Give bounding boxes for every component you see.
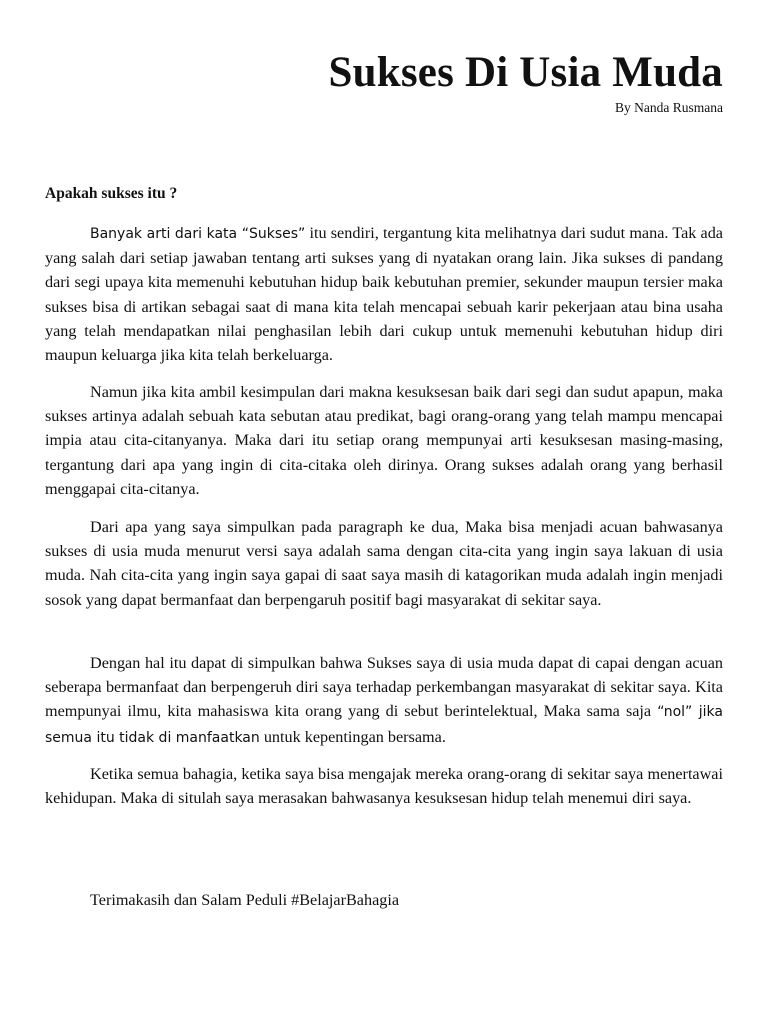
paragraph-1-rest: itu sendiri, tergantung kita melihatnya dari sudut mana. Tak ada yang salah dari setiap jawaban tentang arti sukses yang di nyatakan orang lain. Jika sukses di pandang dari segi upaya kita memenuhi kebutuhan hidup baik kebutuhan premier, sekunder maupun tersier maka sukses bisa di artikan sebagai saat di mana kita telah mencapai sebuah karir pekerjaan atau bina usaha yang telah mendapatkan nilai penghasilan lebih dari cukup untuk memenuhi kebutuhan hidup diri maupun keluarga jika kita telah berkeluarga. [45,224,723,365]
paragraph-2: Namun jika kita ambil kesimpulan dari makna kesuksesan baik dari segi dan sudut apapun, maka sukses artinya adalah sebuah kata sebutan atau predikat, bagi orang-orang yang telah mampu mencapai impia atau cita-citanyanya. Maka dari itu setiap orang mempunyai arti kesuksesan masing-masing, tergantung dari apa yang ingin di cita-citaka oleh dirinya. Orang sukses adalah orang yang berhasil menggapai cita-citanya. [45,383,723,498]
paragraph-4-before: Dengan hal itu dapat di simpulkan bahwa Sukses saya di usia muda dapat di capai dengan acuan seberapa bermanfaat dan berpengeruh diri saya terhadap perkembangan masyarakat di sekitar saya. Kita mempunyai ilmu, kita mahasiswa kita orang yang di sebut berintelektual, Maka sama saja [45,654,723,721]
paragraph-1-lead: Banyak arti dari kata “Sukses” [90,226,306,242]
paragraph-5: Ketika semua bahagia, ketika saya bisa mengajak mereka orang-orang di sekitar saya menertawai kehidupan. Maka di situlah saya merasakan bahwasanya kesuksesan hidup telah menemui diri saya. [45,765,723,808]
section-heading: Apakah sukses itu ? [45,185,178,202]
document-page [45,0,723,1024]
closing-line: Terimakasih dan Salam Peduli #BelajarBahagia [90,891,400,909]
paragraph-3: Dari apa yang saya simpulkan pada paragraph ke dua, Maka bisa menjadi acuan bahwasanya sukses di usia muda menurut versi saya adalah sama dengan cita-cita yang ingin saya lakuan di usia muda. Nah cita-cita yang ingin saya gapai di saat saya masih di katagorikan muda adalah ingin menjadi sosok yang dapat bermanfaat dan berpengaruh positif bagi masyarakat di sekitar saya. [45,518,723,609]
paragraph-1 [45,221,723,367]
author-byline: By Nanda Rusmana [615,100,723,115]
paragraph-4-quote: “nol” jika semua itu tidak di manfaatkan [45,704,723,746]
document-title: Sukses Di Usia Muda [328,49,723,96]
paragraph-4 [45,651,723,750]
paragraph-4-after: untuk kepentingan bersama. [259,727,446,746]
